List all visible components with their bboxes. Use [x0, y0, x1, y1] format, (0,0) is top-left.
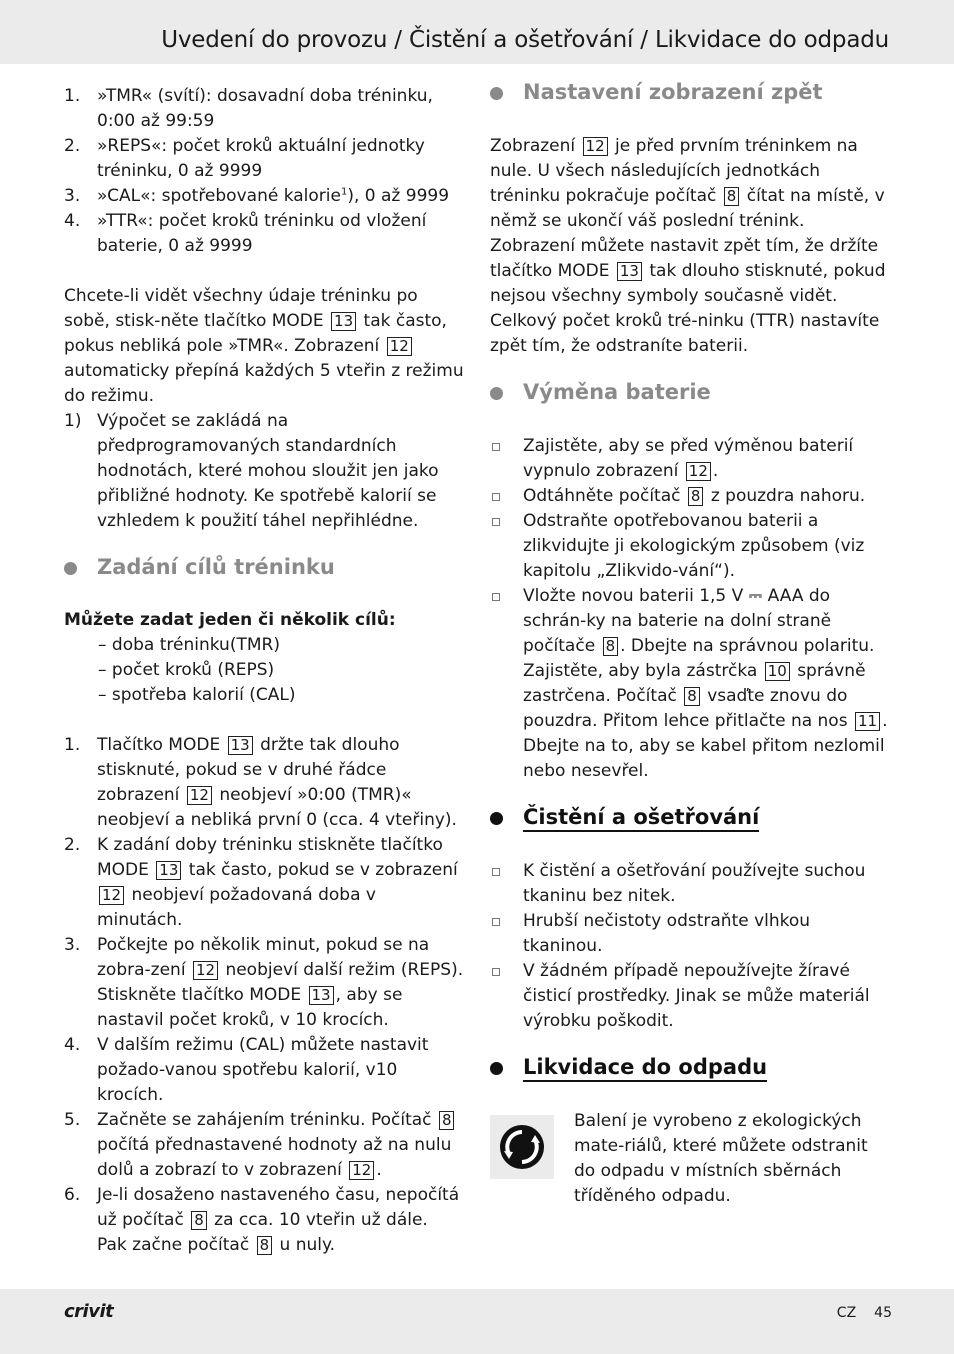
- ref-box: 8: [439, 1111, 455, 1130]
- ref-box: 13: [309, 986, 334, 1005]
- ref-box: 12: [349, 1161, 374, 1180]
- checkbox-square-icon: [492, 443, 500, 451]
- ref-box: 12: [686, 462, 711, 481]
- section-heading-reset: Nastavení zobrazení zpět: [490, 80, 890, 105]
- list-item: 1. Tlačítko MODE 13 držte tak dlouho stisknuté, pokud se v druhé řádce zobrazení 12 neobjeví »0:00 (TMR)« neobjeví a nebliká první 0 (cca. 4 vteřiny).: [64, 735, 457, 830]
- list-item: 3. »CAL«: spotřebované kalorie$^1$), 0 až 9999: [64, 186, 450, 206]
- ref-box: 8: [603, 637, 619, 656]
- reset-paragraph-2: Zobrazení můžete nastavit zpět tím, že držíte tlačítko MODE 13 tak dlouho stisknuté, pokud nejsou všechny symboly současně vidět. Celkový počet kroků tré-ninku (TTR) nastavíte zpět tím, že odstraníte baterii.: [490, 236, 886, 356]
- checkbox-square-icon: [492, 593, 500, 601]
- list-item: 2. K zadání doby tréninku stiskněte tlačítko MODE 13 tak často, pokud se v zobrazení 12 neobjeví požadovaná doba v minutách.: [64, 835, 458, 930]
- footnote: 1) Výpočet se zakládá na předprogramovaných standardních hodnotách, které mohou sloužit jen jako přibližné hodnoty. Ke spotřebě kalorií se vzhledem k použití táhel nepřihlédne.: [64, 411, 439, 531]
- ref-box: 13: [228, 736, 253, 755]
- goals-steps: [64, 733, 464, 1258]
- goals-list: [64, 633, 295, 708]
- list-item: K čistění a ošetřování používejte suchou tkaninu bez nitek.: [490, 859, 890, 909]
- ref-box: 13: [156, 861, 181, 880]
- bullet-dot-icon: [490, 87, 503, 100]
- ref-box: 10: [765, 662, 790, 681]
- list-item: 5. Začněte se zahájením tréninku. Počítač 8 počítá přednastavené hodnoty až na nulu dolů a zobrazí to v zobrazení 12 .: [64, 1108, 464, 1183]
- list-item: 6. Je-li dosaženo nastaveného času, nepočítá už počítač 8 za cca. 10 vteřin už dále. Pak začne počítač 8 u nuly.: [64, 1185, 460, 1255]
- list-item: Odstraňte opotřebovanou baterii a zlikvidujte ji ekologickým způsobem (viz kapitolu „Zlikvido-vání“).: [490, 509, 890, 584]
- page-footer: [0, 1289, 954, 1354]
- ref-box: 12: [193, 961, 218, 980]
- list-item: – spotřeba kalorií (CAL): [98, 685, 296, 705]
- ref-box: 12: [187, 786, 212, 805]
- bullet-dot-icon: [490, 1062, 503, 1075]
- checkbox-square-icon: [492, 493, 500, 501]
- recycle-symbol-icon: [498, 1123, 546, 1171]
- ref-box: 13: [331, 312, 356, 331]
- ref-box: 8: [684, 687, 700, 706]
- section-heading-disposal: Likvidace do odpadu: [490, 1055, 890, 1080]
- checkbox-square-icon: [492, 918, 500, 926]
- page-number: 45: [874, 1305, 892, 1321]
- list-item: V žádném případě nepoužívejte žíravé čisticí prostředky. Jinak se může materiál výrobku poškodit.: [490, 959, 890, 1034]
- disposal-text: Balení je vyrobeno z ekologických mate-riálů, které můžete odstranit do odpadu v místních sběrnách tříděného odpadu.: [574, 1111, 868, 1206]
- language-code: CZ: [836, 1305, 857, 1321]
- list-item: – doba tréninku(TMR): [98, 635, 280, 655]
- checkbox-square-icon: [492, 518, 500, 526]
- list-item: Zajistěte, aby se před výměnou baterií vypnulo zobrazení 12 .: [490, 434, 890, 484]
- cleaning-list: [490, 859, 890, 1034]
- green-dot-recycle-icon: [490, 1115, 554, 1179]
- ref-box: 11: [855, 712, 880, 731]
- list-item: Vložte novou baterii 1,5 V ⎓ AAA do schrán-ky na baterie na dolní straně počítače 8 . Dbejte na správnou polaritu. Zajistěte, aby byla zástrčka 10 správně zastrčena. Počítač 8 vsaďte znovu do pouzdra. Přitom lehce přitlačte na nos 11 . Dbejte na to, aby se kabel přitom nezlomil nebo nesevřel.: [490, 584, 890, 784]
- ref-box: 8: [257, 1236, 273, 1255]
- section-heading-cleaning: Čistění a ošetřování: [490, 805, 890, 830]
- ref-box: 12: [583, 137, 608, 156]
- ref-box: 12: [99, 886, 124, 905]
- list-item: 2. »REPS«: počet kroků aktuální jednotky tréninku, 0 až 9999: [64, 136, 425, 181]
- list-item: – počet kroků (REPS): [98, 660, 275, 680]
- bullet-dot-icon: [64, 562, 77, 575]
- reset-paragraph-1: Zobrazení 12 je před prvním tréninkem na nule. U všech následujících jednotkách tréninku pokračuje počítač 8 čítat na místě, v němž se ukončí váš poslední trénink.: [490, 136, 885, 231]
- list-item: Hrubší nečistoty odstraňte vlhkou tkaninou.: [490, 909, 890, 959]
- list-item: 4. V dalším režimu (CAL) můžete nastavit požado-vanou spotřebu kalorií, v10 krocích.: [64, 1035, 429, 1105]
- ref-box: 13: [617, 262, 642, 281]
- mode-paragraph: Chcete-li vidět všechny údaje tréninku po sobě, stisk-něte tlačítko MODE 13 tak často, pokus nebliká pole »TMR«. Zobrazení 12 automaticky přepíná každých 5 vteřin z režimu do režimu.: [64, 286, 464, 406]
- section-heading-goals: Zadání cílů tréninku: [64, 555, 464, 580]
- list-item: 4. »TTR«: počet kroků tréninku od vložení baterie, 0 až 9999: [64, 211, 427, 256]
- checkbox-square-icon: [492, 968, 500, 976]
- list-item: Odtáhněte počítač 8 z pouzdra nahoru.: [490, 484, 890, 509]
- list-item: 3. Počkejte po několik minut, pokud se na zobra-zení 12 neobjeví další režim (REPS). Stiskněte tlačítko MODE 13 , aby se nastavil počet kroků, v 10 krocích.: [64, 935, 464, 1030]
- ref-box: 8: [688, 487, 704, 506]
- list-item: 1. »TMR« (svítí): dosavadní doba tréninku, 0:00 až 99:59: [64, 86, 433, 131]
- brand-logo: crivit: [64, 1301, 114, 1322]
- ref-box: 8: [191, 1211, 207, 1230]
- bullet-dot-icon: [490, 812, 503, 825]
- page-info: [819, 1305, 892, 1321]
- ref-box: 8: [724, 187, 740, 206]
- checkbox-square-icon: [492, 868, 500, 876]
- battery-list: [490, 434, 890, 784]
- section-heading-battery: Výměna baterie: [490, 380, 890, 405]
- goals-intro: Můžete zadat jeden či několik cílů:: [64, 610, 396, 630]
- ref-box: 12: [387, 337, 412, 356]
- page-header: [0, 0, 954, 64]
- readout-list: [64, 84, 464, 259]
- bullet-dot-icon: [490, 387, 503, 400]
- page-title: Uvedení do provozu / Čistění a ošetřování / Likvidace do odpadu: [161, 27, 889, 53]
- dc-symbol-icon: ⎓: [748, 586, 763, 606]
